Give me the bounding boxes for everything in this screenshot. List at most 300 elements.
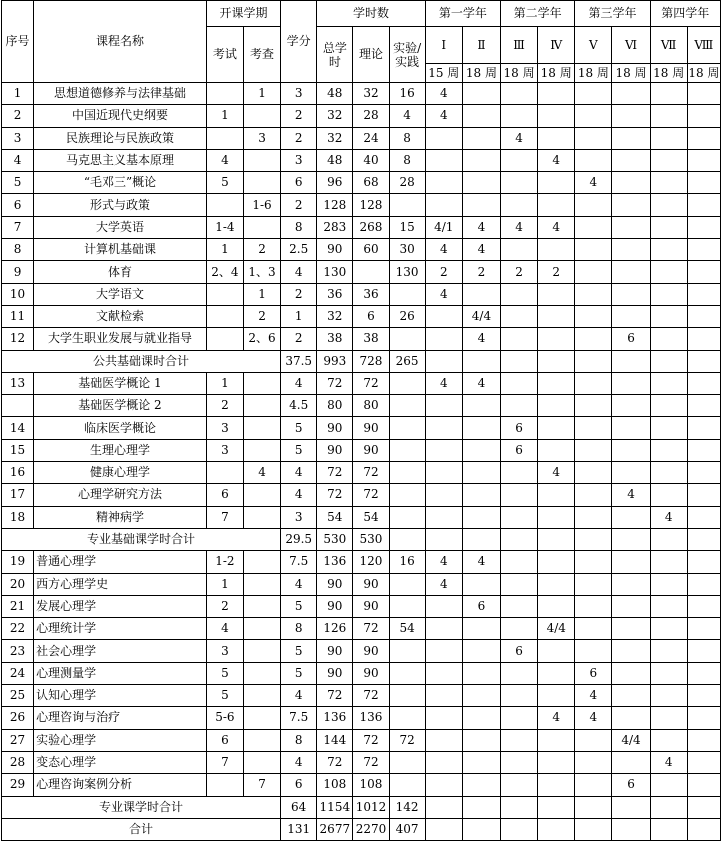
table-cell: 90: [353, 573, 389, 595]
table-cell: 90: [317, 417, 353, 439]
table-cell: 90: [317, 640, 353, 662]
table-cell: 4: [425, 551, 462, 573]
curriculum-table: [1, 0, 721, 841]
table-cell: 6: [612, 328, 650, 350]
course-name-cell: 精神病学: [34, 506, 207, 528]
table-cell: 530: [353, 528, 389, 550]
table-cell: [687, 105, 720, 127]
table-cell: [575, 305, 612, 327]
table-cell: [650, 685, 687, 707]
table-cell: 7.5: [281, 551, 317, 573]
table-cell: 8: [389, 127, 425, 149]
table-cell: [243, 573, 280, 595]
table-cell: 136: [353, 707, 389, 729]
table-cell: [575, 283, 612, 305]
table-cell: [425, 172, 462, 194]
table-cell: 48: [317, 149, 353, 171]
table-cell: [650, 105, 687, 127]
seq-cell: 12: [2, 328, 34, 350]
table-cell: [612, 640, 650, 662]
table-cell: 7: [206, 751, 243, 773]
header-term-5: Ⅴ: [575, 27, 612, 64]
table-cell: [575, 149, 612, 171]
course-name-cell: 民族理论与民族政策: [34, 127, 207, 149]
table-cell: 72: [317, 372, 353, 394]
table-cell: 108: [317, 774, 353, 796]
course-name-cell: 大学英语: [34, 216, 207, 238]
table-cell: [462, 685, 500, 707]
seq-cell: 17: [2, 484, 34, 506]
table-cell: [612, 83, 650, 105]
table-row: [2, 729, 721, 751]
table-cell: 5: [206, 662, 243, 684]
header-total-hours: 总学时: [317, 27, 353, 83]
table-cell: 1: [281, 305, 317, 327]
table-cell: [425, 707, 462, 729]
table-cell: [650, 484, 687, 506]
table-cell: [462, 662, 500, 684]
table-cell: [687, 395, 720, 417]
table-cell: 6: [575, 662, 612, 684]
header-year-1: 第一学年: [425, 1, 500, 27]
table-cell: 4.5: [281, 395, 317, 417]
table-cell: 4: [462, 216, 500, 238]
table-cell: 4: [425, 283, 462, 305]
table-cell: [687, 685, 720, 707]
table-cell: [687, 528, 720, 550]
table-cell: 3: [281, 149, 317, 171]
table-cell: [650, 417, 687, 439]
table-cell: [462, 105, 500, 127]
table-cell: 2: [425, 261, 462, 283]
table-cell: 72: [317, 685, 353, 707]
table-cell: 90: [353, 439, 389, 461]
seq-cell: 2: [2, 105, 34, 127]
header-weeks-3: 18 周: [501, 64, 538, 83]
header-practice: 实验/实践: [389, 27, 425, 83]
table-cell: [575, 462, 612, 484]
table-cell: 4: [281, 372, 317, 394]
table-cell: 90: [317, 573, 353, 595]
table-cell: [687, 417, 720, 439]
table-cell: [575, 328, 612, 350]
table-cell: [650, 127, 687, 149]
table-cell: [425, 774, 462, 796]
table-cell: [538, 729, 575, 751]
table-cell: 26: [389, 305, 425, 327]
header-theory: 理论: [353, 27, 389, 83]
table-cell: 4: [538, 149, 575, 171]
seq-cell: 15: [2, 439, 34, 461]
table-cell: 54: [317, 506, 353, 528]
course-name-cell: 普通心理学: [34, 551, 207, 573]
table-cell: 2: [206, 595, 243, 617]
table-cell: 4: [575, 707, 612, 729]
table-cell: [501, 662, 538, 684]
header-weeks-7: 18 周: [650, 64, 687, 83]
table-cell: 36: [317, 283, 353, 305]
seq-cell: [2, 395, 34, 417]
table-cell: [462, 774, 500, 796]
table-cell: [501, 751, 538, 773]
table-cell: [650, 462, 687, 484]
table-cell: [501, 395, 538, 417]
table-cell: 38: [317, 328, 353, 350]
table-cell: 2: [243, 305, 280, 327]
course-name-cell: 思想道德修养与法律基础: [34, 83, 207, 105]
table-cell: 3: [206, 640, 243, 662]
table-cell: [462, 484, 500, 506]
table-cell: [501, 462, 538, 484]
header-term-8: Ⅷ: [687, 27, 720, 64]
table-cell: 4: [501, 127, 538, 149]
table-cell: 1: [206, 573, 243, 595]
table-cell: 6: [501, 640, 538, 662]
table-cell: 2: [281, 127, 317, 149]
table-cell: [687, 305, 720, 327]
table-cell: [462, 149, 500, 171]
table-cell: [612, 239, 650, 261]
table-row: [2, 439, 721, 461]
table-cell: [425, 350, 462, 372]
table-cell: [389, 372, 425, 394]
course-name-cell: 心理统计学: [34, 618, 207, 640]
table-cell: [425, 194, 462, 216]
table-cell: [687, 818, 720, 840]
table-row: [2, 506, 721, 528]
table-cell: 993: [317, 350, 353, 372]
table-cell: [575, 417, 612, 439]
table-cell: 15: [389, 216, 425, 238]
table-cell: [501, 774, 538, 796]
table-cell: [687, 707, 720, 729]
table-cell: [538, 685, 575, 707]
seq-cell: 28: [2, 751, 34, 773]
seq-cell: 10: [2, 283, 34, 305]
table-cell: [650, 729, 687, 751]
table-cell: [612, 551, 650, 573]
seq-cell: 22: [2, 618, 34, 640]
table-cell: 4: [462, 372, 500, 394]
table-cell: [389, 662, 425, 684]
table-row: [2, 462, 721, 484]
seq-cell: 25: [2, 685, 34, 707]
table-cell: 265: [389, 350, 425, 372]
table-cell: 72: [317, 751, 353, 773]
subtotal-row: [2, 818, 721, 840]
table-cell: 128: [317, 194, 353, 216]
table-cell: 2.5: [281, 239, 317, 261]
table-cell: 16: [389, 83, 425, 105]
course-name-cell: 心理咨询与治疗: [34, 707, 207, 729]
table-cell: 3: [281, 506, 317, 528]
table-cell: 90: [353, 662, 389, 684]
table-cell: [243, 484, 280, 506]
seq-cell: 6: [2, 194, 34, 216]
table-cell: 4: [281, 751, 317, 773]
table-cell: 5: [206, 685, 243, 707]
table-cell: [687, 328, 720, 350]
table-cell: [538, 484, 575, 506]
table-cell: 4: [425, 573, 462, 595]
table-cell: [389, 506, 425, 528]
table-cell: 90: [353, 595, 389, 617]
table-cell: [612, 439, 650, 461]
seq-cell: 20: [2, 573, 34, 595]
table-cell: [501, 283, 538, 305]
table-cell: 1012: [353, 796, 389, 818]
table-cell: [612, 216, 650, 238]
table-cell: [389, 751, 425, 773]
seq-cell: 21: [2, 595, 34, 617]
table-cell: 40: [353, 149, 389, 171]
subtotal-label: 公共基础课时合计: [2, 350, 281, 372]
table-cell: [243, 105, 280, 127]
table-cell: [538, 350, 575, 372]
table-cell: [650, 707, 687, 729]
header-seq: 序号: [2, 1, 34, 83]
table-cell: [575, 105, 612, 127]
table-cell: [501, 484, 538, 506]
table-cell: [389, 685, 425, 707]
table-cell: [425, 484, 462, 506]
table-cell: 32: [353, 83, 389, 105]
table-cell: 4: [462, 239, 500, 261]
table-cell: 6: [206, 484, 243, 506]
table-cell: [650, 216, 687, 238]
table-cell: [650, 283, 687, 305]
table-cell: 4: [575, 685, 612, 707]
table-cell: [538, 127, 575, 149]
table-cell: 1: [243, 283, 280, 305]
table-cell: 64: [281, 796, 317, 818]
table-cell: [389, 417, 425, 439]
table-cell: 2: [281, 194, 317, 216]
table-cell: 6: [206, 729, 243, 751]
table-cell: 4: [281, 685, 317, 707]
table-cell: [650, 261, 687, 283]
table-cell: [612, 417, 650, 439]
table-cell: 4: [538, 707, 575, 729]
course-name-cell: 心理咨询案例分析: [34, 774, 207, 796]
table-cell: [353, 261, 389, 283]
seq-cell: 27: [2, 729, 34, 751]
table-row: [2, 83, 721, 105]
table-cell: 4: [389, 105, 425, 127]
table-cell: [538, 283, 575, 305]
table-cell: [462, 283, 500, 305]
table-cell: [612, 283, 650, 305]
table-cell: [462, 172, 500, 194]
table-cell: 1、3: [243, 261, 280, 283]
table-cell: 2: [538, 261, 575, 283]
table-cell: 8: [389, 149, 425, 171]
table-cell: 268: [353, 216, 389, 238]
seq-cell: 19: [2, 551, 34, 573]
table-row: [2, 595, 721, 617]
table-cell: [538, 751, 575, 773]
table-cell: [538, 83, 575, 105]
table-cell: [389, 528, 425, 550]
table-cell: [687, 640, 720, 662]
table-cell: [612, 573, 650, 595]
table-cell: 90: [317, 239, 353, 261]
header-term-6: Ⅵ: [612, 27, 650, 64]
table-cell: [243, 662, 280, 684]
table-cell: 32: [317, 127, 353, 149]
table-cell: 2: [281, 105, 317, 127]
table-cell: 2: [206, 395, 243, 417]
subtotal-label: 专业基础课学时合计: [2, 528, 281, 550]
table-cell: 7.5: [281, 707, 317, 729]
table-cell: [501, 796, 538, 818]
table-row: [2, 395, 721, 417]
table-cell: 4/4: [462, 305, 500, 327]
table-cell: [687, 439, 720, 461]
table-cell: [612, 685, 650, 707]
table-cell: 530: [317, 528, 353, 550]
table-cell: [501, 707, 538, 729]
header-weeks-2: 18 周: [462, 64, 500, 83]
course-name-cell: 体育: [34, 261, 207, 283]
seq-cell: 3: [2, 127, 34, 149]
table-cell: 4: [425, 239, 462, 261]
table-cell: [650, 662, 687, 684]
table-cell: [538, 439, 575, 461]
table-cell: [425, 127, 462, 149]
table-cell: [389, 573, 425, 595]
table-cell: [425, 640, 462, 662]
table-cell: 4: [281, 462, 317, 484]
table-cell: [462, 462, 500, 484]
table-cell: [389, 395, 425, 417]
subtotal-label: 合计: [2, 818, 281, 840]
seq-cell: 16: [2, 462, 34, 484]
table-cell: 72: [353, 751, 389, 773]
header-year-4: 第四学年: [650, 1, 720, 27]
table-cell: [650, 239, 687, 261]
table-cell: [206, 194, 243, 216]
table-cell: [243, 595, 280, 617]
table-cell: [243, 506, 280, 528]
table-cell: [650, 818, 687, 840]
table-cell: [206, 127, 243, 149]
course-name-cell: 计算机基础课: [34, 239, 207, 261]
table-cell: [389, 283, 425, 305]
table-cell: [501, 595, 538, 617]
table-cell: [650, 172, 687, 194]
table-cell: [206, 462, 243, 484]
table-cell: [612, 707, 650, 729]
table-cell: [501, 149, 538, 171]
table-cell: [575, 640, 612, 662]
header-course-name: 课程名称: [34, 1, 207, 83]
table-cell: [575, 484, 612, 506]
table-cell: [243, 751, 280, 773]
table-cell: [538, 506, 575, 528]
table-cell: [575, 751, 612, 773]
table-cell: [462, 395, 500, 417]
table-cell: 1-6: [243, 194, 280, 216]
table-cell: [612, 395, 650, 417]
table-cell: [538, 194, 575, 216]
table-cell: [462, 707, 500, 729]
table-cell: 72: [353, 372, 389, 394]
table-cell: [538, 640, 575, 662]
table-cell: [612, 662, 650, 684]
table-cell: [462, 439, 500, 461]
table-cell: [575, 595, 612, 617]
table-cell: [650, 528, 687, 550]
table-cell: [501, 506, 538, 528]
table-cell: [538, 528, 575, 550]
table-cell: 24: [353, 127, 389, 149]
course-name-cell: 马克思主义基本原理: [34, 149, 207, 171]
table-cell: 90: [317, 662, 353, 684]
table-cell: 2: [501, 261, 538, 283]
table-cell: [243, 216, 280, 238]
table-cell: 136: [317, 707, 353, 729]
table-cell: [538, 595, 575, 617]
table-cell: [612, 105, 650, 127]
table-cell: [538, 372, 575, 394]
table-cell: [501, 172, 538, 194]
seq-cell: 18: [2, 506, 34, 528]
table-cell: 4: [538, 216, 575, 238]
table-cell: [538, 818, 575, 840]
course-name-cell: 基础医学概论 1: [34, 372, 207, 394]
table-cell: [501, 818, 538, 840]
table-cell: [243, 551, 280, 573]
header-credit: 学分: [281, 1, 317, 83]
table-cell: 4: [425, 105, 462, 127]
table-cell: 3: [206, 417, 243, 439]
table-row: [2, 372, 721, 394]
header-term-2: Ⅱ: [462, 27, 500, 64]
table-cell: [389, 707, 425, 729]
table-cell: [575, 372, 612, 394]
table-cell: [501, 328, 538, 350]
table-cell: [650, 595, 687, 617]
table-cell: [687, 729, 720, 751]
table-cell: [462, 796, 500, 818]
table-cell: [575, 729, 612, 751]
table-row: [2, 127, 721, 149]
header-term-3: Ⅲ: [501, 27, 538, 64]
course-name-cell: 文献检索: [34, 305, 207, 327]
table-cell: [687, 551, 720, 573]
table-cell: [425, 328, 462, 350]
table-cell: 6: [501, 417, 538, 439]
table-cell: 4: [538, 462, 575, 484]
table-cell: [501, 350, 538, 372]
table-cell: [243, 439, 280, 461]
table-cell: 1: [206, 372, 243, 394]
table-cell: 30: [389, 239, 425, 261]
table-cell: 144: [317, 729, 353, 751]
table-cell: [612, 462, 650, 484]
table-cell: [501, 239, 538, 261]
table-cell: 72: [353, 729, 389, 751]
table-cell: [612, 796, 650, 818]
table-cell: [425, 149, 462, 171]
table-row: [2, 305, 721, 327]
table-cell: [425, 395, 462, 417]
table-cell: 4: [612, 484, 650, 506]
table-cell: [501, 685, 538, 707]
table-cell: 5: [281, 417, 317, 439]
table-cell: [650, 774, 687, 796]
